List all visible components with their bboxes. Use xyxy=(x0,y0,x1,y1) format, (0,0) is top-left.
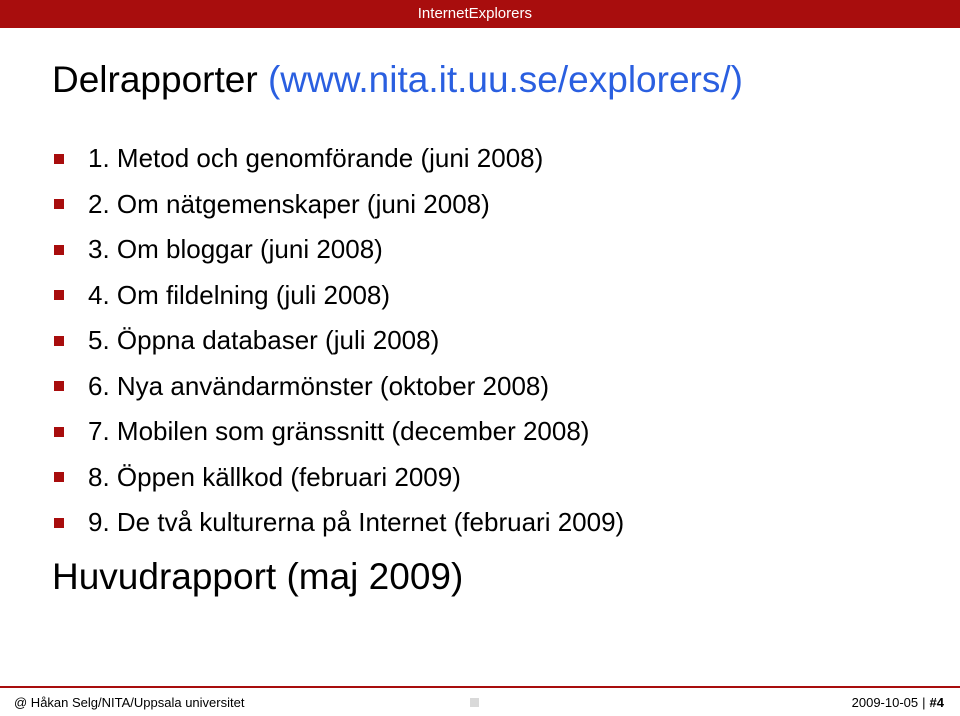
footer-meta xyxy=(852,695,944,710)
list-item-text: 2. Om nätgemenskaper (juni 2008) xyxy=(88,188,490,219)
list-item xyxy=(54,136,624,182)
heading-text: Delrapporter xyxy=(52,59,268,100)
report-list xyxy=(54,136,624,546)
square-marker-icon xyxy=(470,698,479,707)
list-item xyxy=(54,182,624,228)
square-bullet-icon xyxy=(54,472,64,482)
list-item-text: 1. Metod och genomförande (juni 2008) xyxy=(88,143,544,174)
footer-date: 2009-10-05 xyxy=(851,695,919,710)
list-item xyxy=(54,273,624,319)
list-item-text: 7. Mobilen som gränssnitt (december 2008) xyxy=(88,416,590,447)
list-item xyxy=(54,500,624,546)
page-number: #4 xyxy=(929,695,944,710)
list-item-text: 8. Öppen källkod (februari 2009) xyxy=(88,461,461,492)
square-bullet-icon xyxy=(54,336,64,346)
presentation-title: InternetExplorers xyxy=(417,5,532,22)
square-bullet-icon xyxy=(54,245,64,255)
list-item-text: 6. Nya användarmönster (oktober 2008) xyxy=(88,370,550,401)
slide-heading xyxy=(52,56,743,104)
list-item xyxy=(54,409,624,455)
square-bullet-icon xyxy=(54,290,64,300)
top-bar xyxy=(0,0,960,28)
square-bullet-icon xyxy=(54,518,64,528)
square-bullet-icon xyxy=(54,154,64,164)
list-item xyxy=(54,227,624,273)
heading-url: (www.nita.it.uu.se/explorers/) xyxy=(267,59,743,100)
list-item-text: 4. Om fildelning (juli 2008) xyxy=(88,279,391,310)
list-item xyxy=(54,455,624,501)
footer-separator: | xyxy=(922,695,926,710)
list-item-text: 9. De två kulturerna på Internet (februari 2009) xyxy=(88,507,625,538)
list-item xyxy=(54,318,624,364)
list-item-text: 5. Öppna databaser (juli 2008) xyxy=(88,325,440,356)
square-bullet-icon xyxy=(54,427,64,437)
footer xyxy=(0,688,960,716)
main-report-heading: Huvudrapport (maj 2009) xyxy=(52,556,464,597)
square-bullet-icon xyxy=(54,199,64,209)
footer-author: @ Håkan Selg/NITA/Uppsala universitet xyxy=(14,695,245,710)
list-item xyxy=(54,364,624,410)
square-bullet-icon xyxy=(54,381,64,391)
list-item-text: 3. Om bloggar (juni 2008) xyxy=(88,234,383,265)
